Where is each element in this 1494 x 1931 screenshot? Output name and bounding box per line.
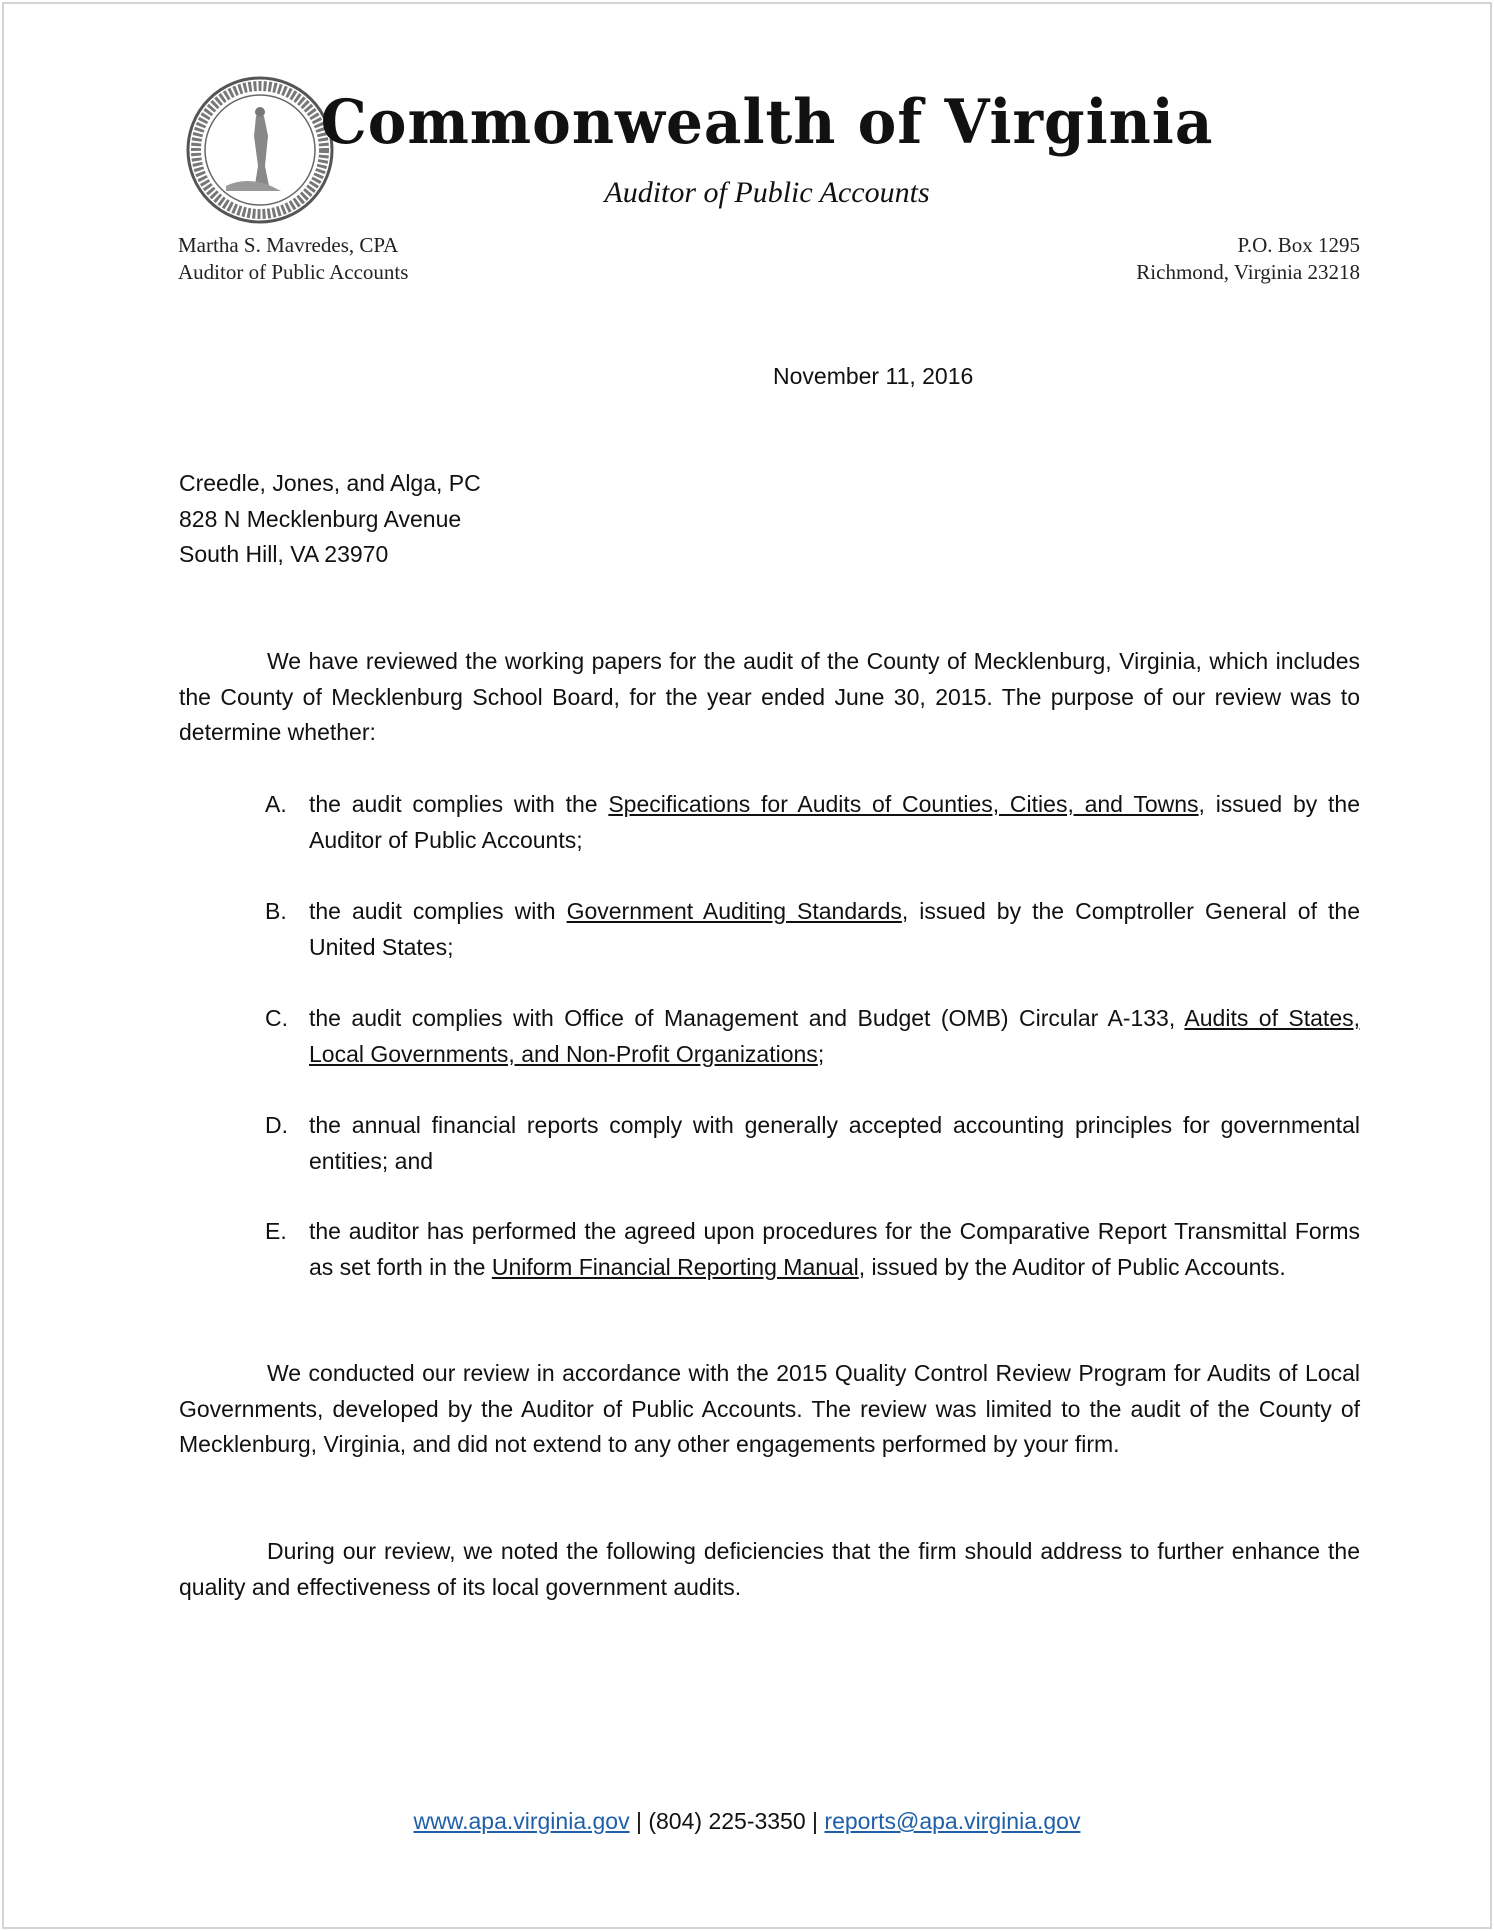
auditor-block [178,232,408,286]
letterhead-subtitle: Auditor of Public Accounts [604,176,930,209]
footer [0,1808,1494,1835]
recipient-city: South Hill, VA 23970 [179,541,389,568]
list-item [265,1001,1360,1072]
review-scope-paragraph [179,1356,1360,1463]
item-letter: B. [265,898,287,924]
recipient-name: Creedle, Jones, and Alga, PC [179,470,481,496]
item-letter: D. [265,1112,288,1138]
list-item [265,894,1360,965]
intro-paragraph [179,644,1360,751]
list-item [265,787,1360,858]
item-text-end: , issued by the Auditor of Public Accounts; [309,791,1360,853]
separator: | [629,1808,649,1834]
item-text-end: , issued by the Auditor of Public Accounts. [858,1253,1286,1280]
publication-title: Uniform Financial Reporting Manual [491,1253,859,1280]
auditor-title: Auditor of Public Accounts [178,260,409,284]
auditor-name: Martha S. Mavredes, CPA [178,233,399,257]
separator: | [805,1808,825,1834]
recipient-street: 828 N Mecklenburg Avenue [179,505,462,532]
item-text-end: , issued by the Comptroller General of the United States; [309,898,1360,960]
item-text: the audit complies with [309,898,567,924]
review-scope-text: We conducted our review in accordance with the 2015 Quality Control Review Program for Audits of Local Governments, developed by the Auditor of Public Accounts. The review was limited to the audit of the County of Mecklenburg, Virginia, and did not extend to any other engagements performed by your firm. [179,1360,1360,1458]
list-item [265,1214,1360,1285]
item-text-end: ; [817,1040,825,1067]
website-link[interactable]: www.apa.virginia.gov [413,1808,630,1834]
item-letter: E. [265,1218,287,1244]
phone-number: (804) 225-3350 [648,1808,806,1834]
item-letter: C. [265,1005,288,1031]
deficiencies-paragraph [179,1534,1360,1605]
item-text: the audit complies with Office of Management and Budget (OMB) Circular A-133, [309,1005,1185,1031]
item-text: the auditor has performed the agreed upon procedures for the Comparative Report Transmittal Forms as set forth in the [309,1218,1360,1280]
letter-page [2,2,1492,1929]
publication-title: Audits of States, Local Governments, and Non-Profit Organizations [309,1005,1361,1067]
publication-title: Specifications for Audits of Counties, Cities, and Towns [608,791,1199,817]
publication-title: Government Auditing Standards [566,898,902,924]
list-item [265,1108,1360,1179]
mailing-address [1136,232,1360,286]
letterhead-title: Commonwealth of Virginia [320,86,1214,158]
recipient-address [179,466,481,573]
item-letter: A. [265,791,287,817]
item-text: the audit complies with the [309,791,609,817]
po-box: P.O. Box 1295 [1237,233,1360,257]
letter-date: November 11, 2016 [773,363,974,389]
deficiencies-text: During our review, we noted the following deficiencies that the firm should address to further enhance the quality and effectiveness of its local government audits. [179,1538,1360,1600]
item-text: the annual financial reports comply with generally accepted accounting principles for governmental entities; and [309,1112,1360,1174]
intro-text: We have reviewed the working papers for the audit of the County of Mecklenburg, Virginia, which includes the County of Mecklenburg School Board, for the year ended June 30, 2015. The purpose of our review was to determine whether: [179,648,1360,746]
email-link[interactable]: reports@apa.virginia.gov [824,1808,1081,1834]
city-state-zip: Richmond, Virginia 23218 [1136,260,1360,284]
